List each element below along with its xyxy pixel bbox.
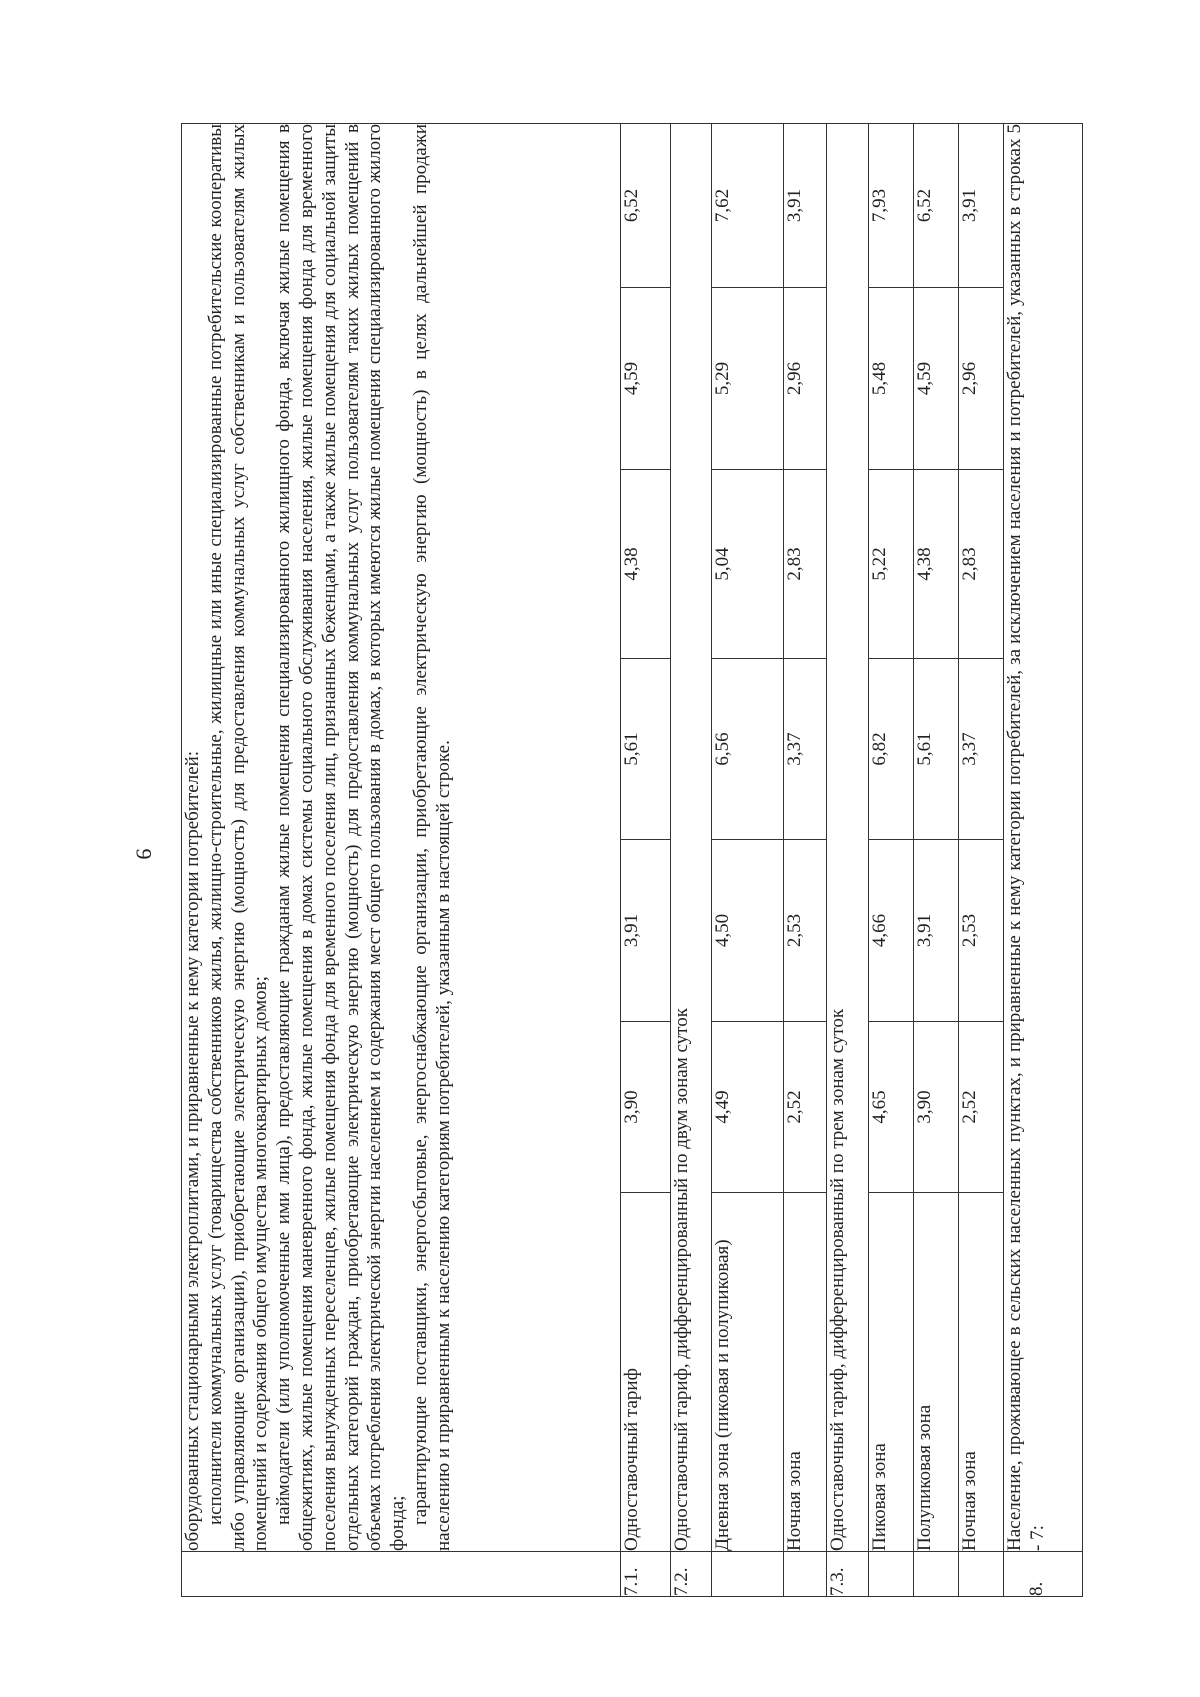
tariff-value: 3,91 [914, 840, 959, 1022]
tariff-value: 4,50 [712, 840, 784, 1022]
table-row-intro [182, 123, 621, 1596]
row-number: 8. [1004, 1552, 1083, 1597]
tariff-value: 2,83 [784, 470, 827, 659]
tariff-value: 3,37 [959, 659, 1004, 840]
tariff-value: 7,62 [712, 123, 784, 287]
table-row [1004, 123, 1083, 1596]
tariff-value: 6,52 [914, 123, 959, 287]
tariff-value: 2,53 [784, 840, 827, 1022]
tariff-name: Полупиковая зона [914, 1193, 959, 1552]
tariff-value: 3,91 [784, 123, 827, 287]
row-number: 7.3. [827, 1552, 869, 1597]
tariff-value: 3,91 [621, 840, 671, 1022]
table-row [959, 123, 1004, 1596]
tariff-value: 3,37 [784, 659, 827, 840]
tariff-value: 4,59 [914, 288, 959, 470]
tariff-value: 4,59 [621, 288, 671, 470]
tariff-name: Дневная зона (пиковая и полупиковая) [712, 1193, 784, 1552]
tariff-value: 5,22 [869, 470, 914, 659]
section-header: Одноставочный тариф, дифференцированный по двум зонам суток [671, 123, 712, 1551]
page-number: 9 [131, 848, 157, 860]
table-row [914, 123, 959, 1596]
intro-paragraph: исполнители коммунальных услуг (товарищества собственников жилья, жилищно-строительные, жилищные или иные специализированные потребительские кооперативы либо управляющие организации), приобретающие электрическую энергию (мощность) для предоставления коммунальных услуг собственникам и пользователям жилых помещений и содержания общего имущества многоквартирных домов; [204, 123, 272, 1551]
tariff-value: 4,38 [914, 470, 959, 659]
intro-paragraph: оборудованных стационарными электроплитами, и приравненные к нему категории потребителей: [182, 750, 203, 1551]
table-row [621, 123, 671, 1596]
tariff-name: Одноставочный тариф [621, 1193, 671, 1552]
tariff-value: 2,96 [959, 288, 1004, 470]
tariff-value: 3,90 [621, 1022, 671, 1193]
table-row [712, 123, 784, 1596]
tariff-value: 3,90 [914, 1022, 959, 1193]
tariff-value: 7,93 [869, 123, 914, 287]
tariff-value: 4,66 [869, 840, 914, 1022]
tariff-value: 5,61 [914, 659, 959, 840]
tariff-value: 5,04 [712, 470, 784, 659]
tariff-value: 2,53 [959, 840, 1004, 1022]
table-row [869, 123, 914, 1596]
category-description [182, 123, 621, 1551]
table-row [671, 123, 712, 1596]
row-number [914, 1552, 959, 1597]
tariff-value: 2,52 [959, 1022, 1004, 1193]
tariff-document [181, 124, 1059, 1597]
section-header: Одноставочный тариф, дифференцированный по трем зонам суток [827, 123, 869, 1551]
tariff-name: Ночная зона [784, 1193, 827, 1552]
tariff-value: 2,96 [784, 288, 827, 470]
tariff-value: 6,82 [869, 659, 914, 840]
tariff-value: 4,38 [621, 470, 671, 659]
tariff-value: 2,52 [784, 1022, 827, 1193]
tariff-value: 5,61 [621, 659, 671, 840]
row-number [784, 1552, 827, 1597]
row-number-cell [182, 1552, 621, 1597]
row-number [869, 1552, 914, 1597]
tariff-value: 5,48 [869, 288, 914, 470]
tariff-table [181, 123, 1083, 1597]
table-row [784, 123, 827, 1596]
tariff-value: 4,49 [712, 1022, 784, 1193]
row-number [712, 1552, 784, 1597]
table-row [827, 123, 869, 1596]
tariff-value: 2,83 [959, 470, 1004, 659]
tariff-value: 4,65 [869, 1022, 914, 1193]
row-number: 7.1. [621, 1552, 671, 1597]
intro-paragraph: гарантирующие поставщики, энергосбытовые, энергоснабжающие организации, приобретающие электрическую энергию (мощность) в целях дальнейшей продажи населению и приравненным к населению категориям потребителей, указанным в настоящей строке. [409, 123, 454, 1551]
tariff-name: Пиковая зона [869, 1193, 914, 1552]
tariff-value: 3,91 [959, 123, 1004, 287]
tariff-value: 5,29 [712, 288, 784, 470]
tariff-name: Ночная зона [959, 1193, 1004, 1552]
tariff-value: 6,52 [621, 123, 671, 287]
row-number [959, 1552, 1004, 1597]
category-description: Население, проживающее в сельских населенных пунктах, и приравненные к нему категории потребителей, за исключением населения и потребителей, указанных в строках 5 - 7: [1004, 123, 1083, 1551]
intro-paragraph: наймодатели (или уполномоченные ими лица), предоставляющие гражданам жилые помещения специализированного жилищного фонда, включая жилые помещения в общежитиях, жилые помещения маневренного фонда, жилые помещения в домах системы социального обслуживания населения, жилые помещения фонда для временного поселения вынужденных переселенцев, жилые помещения фонда для временного поселения лиц, признанных беженцами, а также жилые помещения для социальной защиты отдельных категорий граждан, приобретающие электрическую энергию (мощность) для предоставления коммунальных услуг пользователям таких жилых помещений в объемах потребления электрической энергии населением и содержания мест общего пользования в домах, в которых имеются жилые помещения специализированного жилого фонда; [273, 123, 409, 1551]
row-number: 7.2. [671, 1552, 712, 1597]
tariff-value: 6,56 [712, 659, 784, 840]
